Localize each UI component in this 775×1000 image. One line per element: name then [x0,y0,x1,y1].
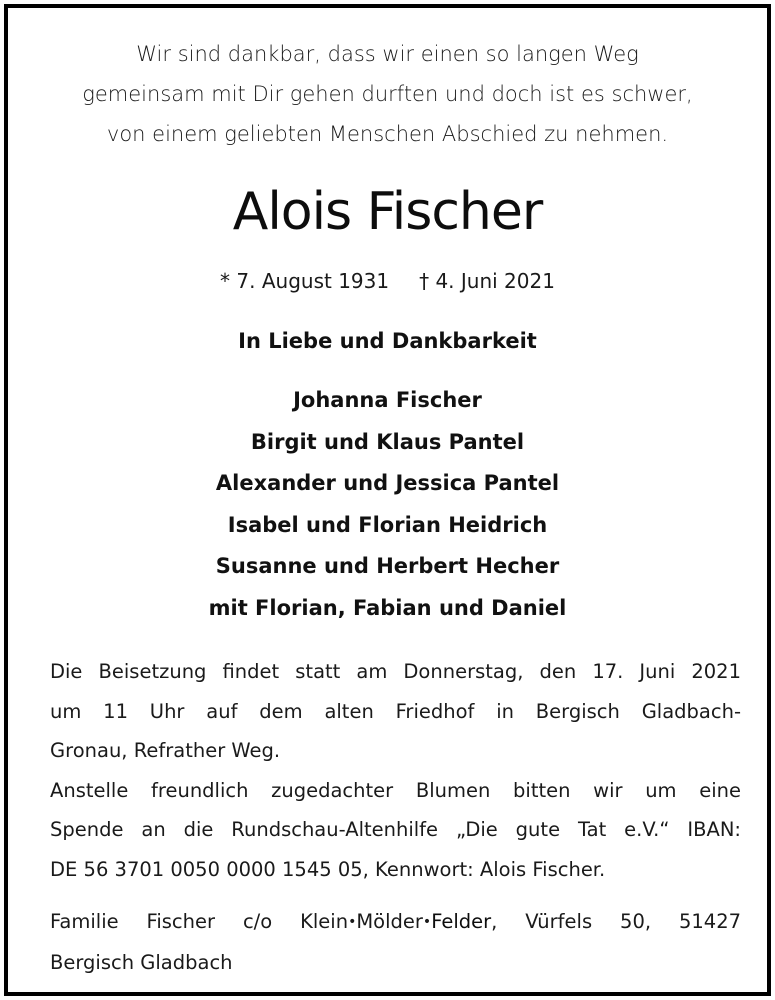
family-address [50,902,741,982]
mourner-item: mit Florian, Fabian und Daniel [208,595,567,620]
notice-line: Die Beisetzung findet statt am Donnerstag, den 17. Juni 2021 [50,660,741,683]
mourner-item: Susanne und Herbert Hecher [215,554,560,578]
intro-line-2: gemeinsam mit Dir gehen durften und doch ist es schwer, [82,82,693,106]
bullet-separator: • [348,914,357,930]
notice-line: Spende an die Rundschau-Altenhilfe „Die gute Tat e.V.“ IBAN: [50,818,741,841]
intro-verse [8,34,767,154]
death-date: † 4. Juni 2021 [419,269,555,293]
notice-line: DE 56 3701 0050 0000 1545 05, Kennwort: Alois Fischer. [50,857,606,881]
dedication-heading: In Liebe und Dankbarkeit [238,329,537,353]
notice-line: Gronau, Refrather Weg. [50,739,281,762]
mourner-item: Alexander und Jessica Pantel [215,471,560,495]
address-city: Bergisch Gladbach [50,950,233,974]
intro-line-3: von einem geliebten Menschen Abschied zu nehmen. [106,122,669,146]
mourner-item: Birgit und Klaus Pantel [250,429,525,454]
bullet-separator: • [422,914,432,930]
mourner-item: Isabel und Florian Heidrich [227,512,548,537]
funeral-notice [50,652,741,889]
life-dates [8,265,767,297]
mourner-item: Johanna Fischer [293,388,482,412]
obituary-frame [4,4,771,996]
mourners-list [8,380,767,629]
address-line [50,902,741,943]
birth-date: * 7. August 1931 [220,269,390,293]
address-prefix: Familie Fischer c/o Klein [50,910,349,933]
intro-line-1: Wir sind dankbar, dass wir einen so langen Weg [136,42,639,66]
address-firm-end: Felder [431,910,492,933]
notice-line: Anstelle freundlich zugedachter Blumen bitten wir um eine [50,778,741,802]
address-middle: Mölder [356,910,423,933]
notice-line: um 11 Uhr auf dem alten Friedhof in Bergisch Gladbach- [50,699,741,723]
address-suffix: , Vürfels 50, 51427 [491,910,742,933]
deceased-name: Alois Fischer [232,182,543,242]
